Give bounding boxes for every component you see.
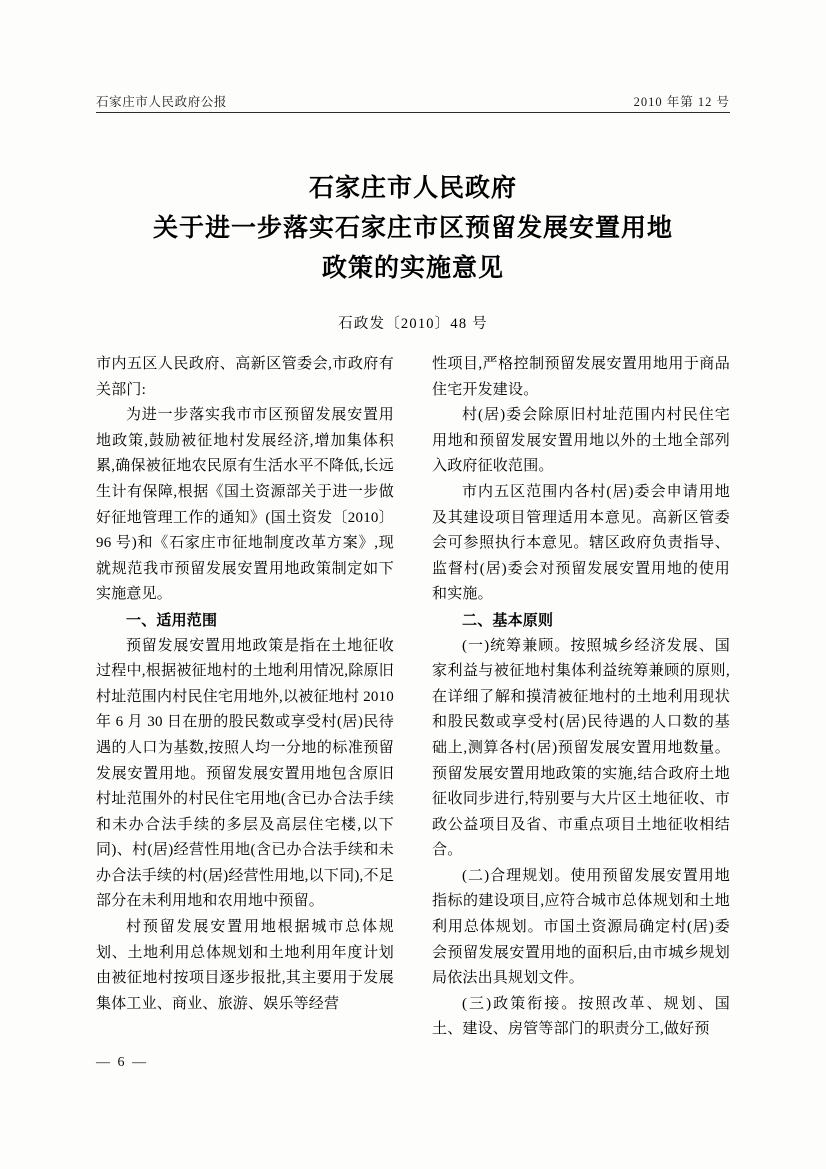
title-line-1: 石家庄市人民政府	[308, 173, 517, 202]
page-number: — 6 —	[96, 1055, 148, 1070]
body-paragraph: 预留发展安置用地政策是指在土地征收过程中,根据被征地村的土地利用情况,除原旧村址范围内村民住宅用地外,以被征地村 2010 年 6 月 30 日在册的股民数或享受村(居)民待遇的人口为基数,按照人均一分地的标准预留发展安置用地。预留发展安置用地包含原旧村址范围外的村民住宅用地(含已办合法手续和未办合法手续的多层及高层住宅楼,以下同)、村(居)经营性用地(含已办合法手续和未办合法手续的村(居)经营性用地,以下同),不足部分在未利用地和农用地中预留。	[96, 637, 394, 910]
section-heading: 二、基本原则	[462, 610, 554, 629]
body-paragraph: (三)政策衔接。按照改革、规划、国土、建设、房管等部门的职责分工,做好预	[432, 995, 730, 1038]
body-paragraph: 为进一步落实我市市区预留发展安置用地政策,鼓励被征地村发展经济,增加集体积累,确保被征地农民原有生活水平不降低,长远生计有保障,根据《国土资源部关于进一步做好征地管理工作的通知》(国土资发〔2010〕96 号)和《石家庄市征地制度改革方案》,现就规范我市预留发展安置用地政策制定如下实施意见。	[96, 407, 394, 603]
body-paragraph: 性项目,严格控制预留发展安置用地用于商品住宅开发建设。	[432, 356, 730, 398]
body-columns	[96, 352, 730, 1052]
title-line-3: 政策的实施意见	[321, 253, 504, 282]
body-paragraph: 市内五区人民政府、高新区管委会,市政府有关部门:	[96, 356, 394, 398]
body-paragraph: 村(居)委会除原旧村址范围内村民住宅用地和预留发展安置用地以外的土地全部列入政府征收范围。	[432, 407, 730, 475]
body-paragraph: 市内五区范围内各村(居)委会申请用地及其建设项目管理适用本意见。高新区管委会可参照执行本意见。辖区政府负责指导、监督村(居)委会对预留发展安置用地的使用和实施。	[432, 483, 730, 603]
document-number: 石政发〔2010〕48 号	[338, 316, 488, 332]
title-line-2: 关于进一步落实石家庄市区预留发展安置用地	[152, 213, 673, 242]
running-head-rule	[96, 112, 730, 113]
body-paragraph: 村预留发展安置用地根据城市总体规划、土地利用总体规划和土地利用年度计划由被征地村按项目逐步报批,其主要用于发展集体工业、商业、旅游、娱乐等经营	[96, 919, 394, 1012]
running-head-issue: 2010 年第 12 号	[633, 95, 730, 109]
running-head	[96, 92, 730, 110]
page-title	[96, 168, 730, 288]
running-head-publication: 石家庄市人民政府公报	[96, 95, 228, 109]
left-column	[96, 352, 394, 1052]
right-column	[432, 352, 730, 1052]
body-paragraph: (二)合理规划。使用预留发展安置用地指标的建设项目,应符合城市总体规划和土地利用总体规划。市国土资源局确定村(居)委会预留发展安置用地的面积后,由市城乡规划局依法出具规划文件。	[432, 867, 730, 987]
body-paragraph: (一)统筹兼顾。按照城乡经济发展、国家利益与被征地村集体利益统筹兼顾的原则,在详细了解和摸清被征地村的土地利用现状和股民数或享受村(居)民待遇的人口数的基础上,测算各村(居)预留发展安置用地数量。预留发展安置用地政策的实施,结合政府土地征收同步进行,特别要与大片区土地征收、市政公益项目及省、市重点项目土地征收相结合。	[432, 637, 730, 859]
section-heading: 一、适用范围	[126, 610, 218, 629]
